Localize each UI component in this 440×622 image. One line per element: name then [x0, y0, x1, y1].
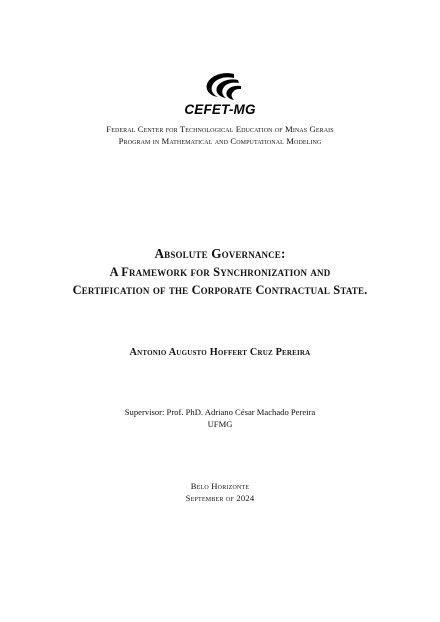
thesis-title-line-3: Certification of the Corporate Contractual State.: [72, 283, 368, 297]
supervisor-line: Supervisor: Prof. PhD. Adriano César Machado Pereira: [124, 407, 316, 417]
thesis-title-line-2: A Framework for Synchronization and: [109, 265, 331, 279]
cefet-swoosh-icon: [204, 72, 242, 102]
institution-name: Federal Center for Technological Education of Minas Gerais: [106, 124, 334, 134]
institution-logo-text: CEFET-MG: [184, 102, 256, 117]
city: Belo Horizonte: [190, 481, 250, 491]
supervisor-affiliation: UFMG: [207, 419, 233, 429]
date: September of 2024: [185, 493, 255, 503]
program-name: Program in Mathematical and Computational Modeling: [118, 136, 322, 146]
author-name: Antonio Augusto Hoffert Cruz Pereira: [129, 347, 311, 358]
thesis-title-line-1: Absolute Governance:: [154, 246, 286, 261]
